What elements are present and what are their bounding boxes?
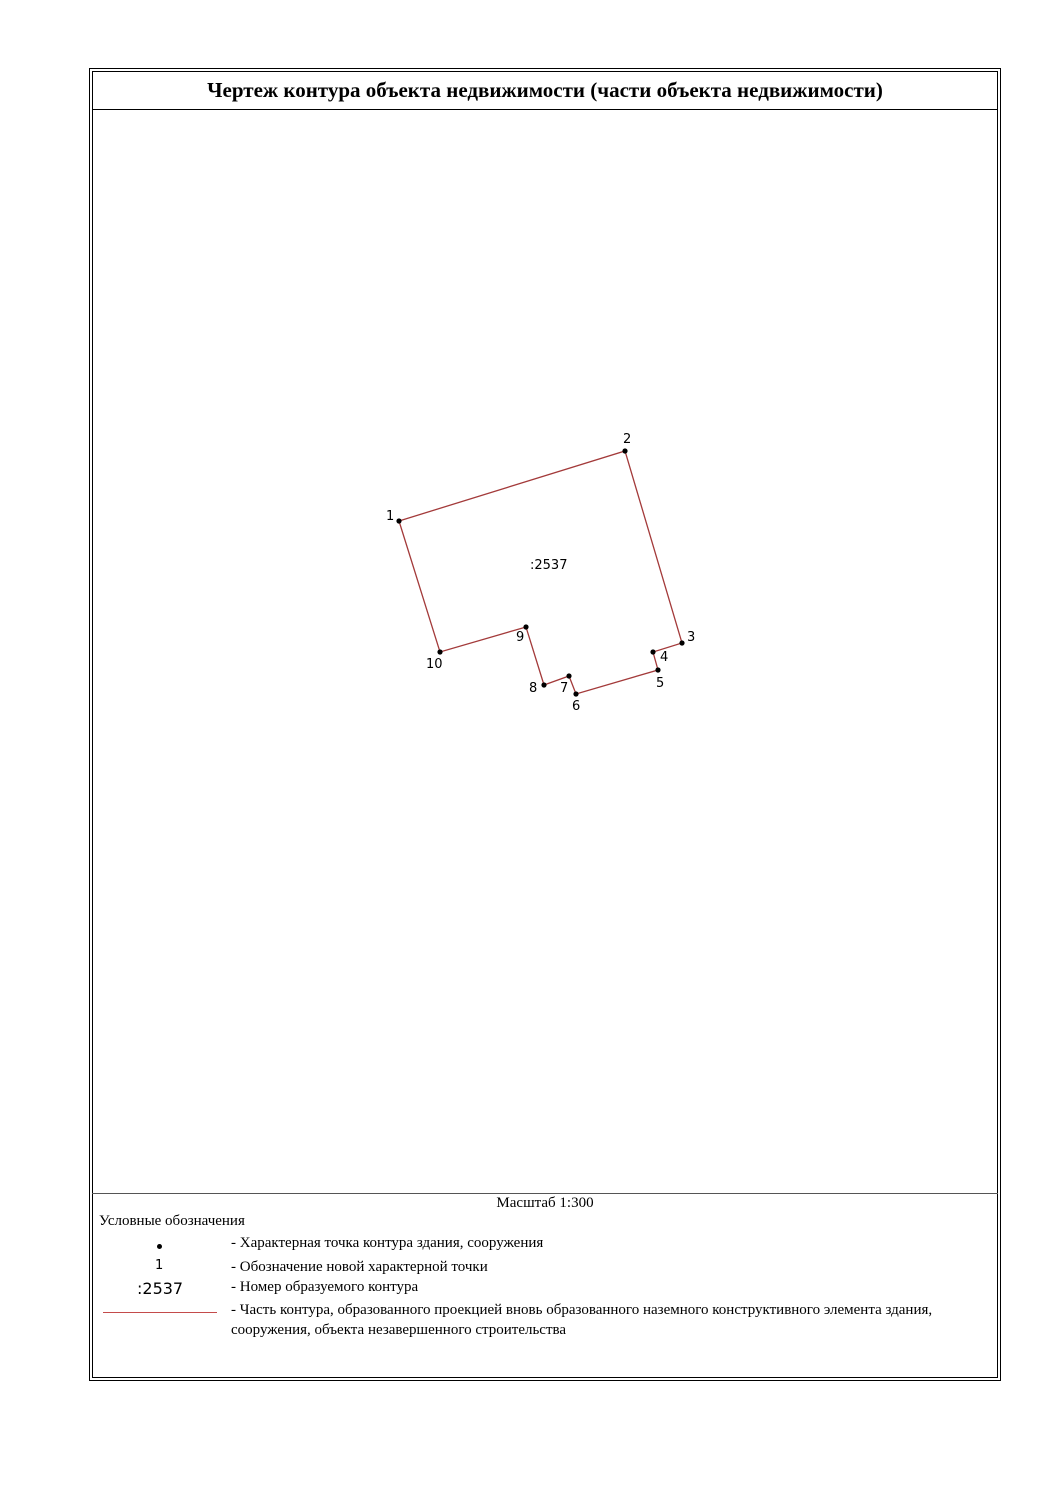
contour-point-label-5: 5 bbox=[656, 676, 665, 691]
contour-point-label-1: 1 bbox=[386, 509, 395, 524]
contour-point-8 bbox=[541, 682, 546, 687]
document-title: Чертеж контура объекта недвижимости (части объекта недвижимости) bbox=[207, 77, 883, 102]
legend-line-symbol bbox=[103, 1312, 217, 1313]
legend-number-symbol: 1 bbox=[155, 1258, 164, 1273]
contour-point-label-6: 6 bbox=[572, 699, 581, 714]
contour-point-6 bbox=[573, 691, 578, 696]
contour-point-label-2: 2 bbox=[623, 432, 632, 447]
legend-contour-symbol: :2537 bbox=[137, 1279, 184, 1298]
contour-point-7 bbox=[566, 673, 571, 678]
footer-separator bbox=[92, 1193, 998, 1194]
scale-label: Масштаб 1:300 bbox=[496, 1195, 594, 1211]
contour-point-label-3: 3 bbox=[687, 630, 696, 645]
contour-point-1 bbox=[396, 518, 401, 523]
contour-point-5 bbox=[655, 667, 660, 672]
contour-point-label-10: 10 bbox=[426, 657, 443, 672]
contour-point-4 bbox=[650, 649, 655, 654]
legend-title: Условные обозначения bbox=[99, 1213, 245, 1229]
legend-contour-text: - Номер образуемого контура bbox=[231, 1279, 419, 1295]
contour-point-2 bbox=[622, 448, 627, 453]
legend-line-text: - Часть контура, образованного проекцией вновь образованного наземного конструктивного элемента здания, сооружения, объекта незавершенного строительства bbox=[231, 1302, 933, 1338]
legend-number-text: - Обозначение новой характерной точки bbox=[231, 1259, 488, 1275]
contour-point-label-4: 4 bbox=[660, 650, 669, 665]
contour-point-9 bbox=[523, 624, 528, 629]
legend-point-symbol bbox=[157, 1244, 162, 1249]
legend-point-text: - Характерная точка контура здания, сооружения bbox=[231, 1235, 544, 1251]
contour-point-3 bbox=[679, 640, 684, 645]
contour-number-label: :2537 bbox=[530, 558, 568, 573]
contour-point-label-9: 9 bbox=[516, 630, 525, 645]
contour-point-label-7: 7 bbox=[560, 681, 569, 696]
contour-point-label-8: 8 bbox=[529, 681, 538, 696]
contour-point-10 bbox=[437, 649, 442, 654]
